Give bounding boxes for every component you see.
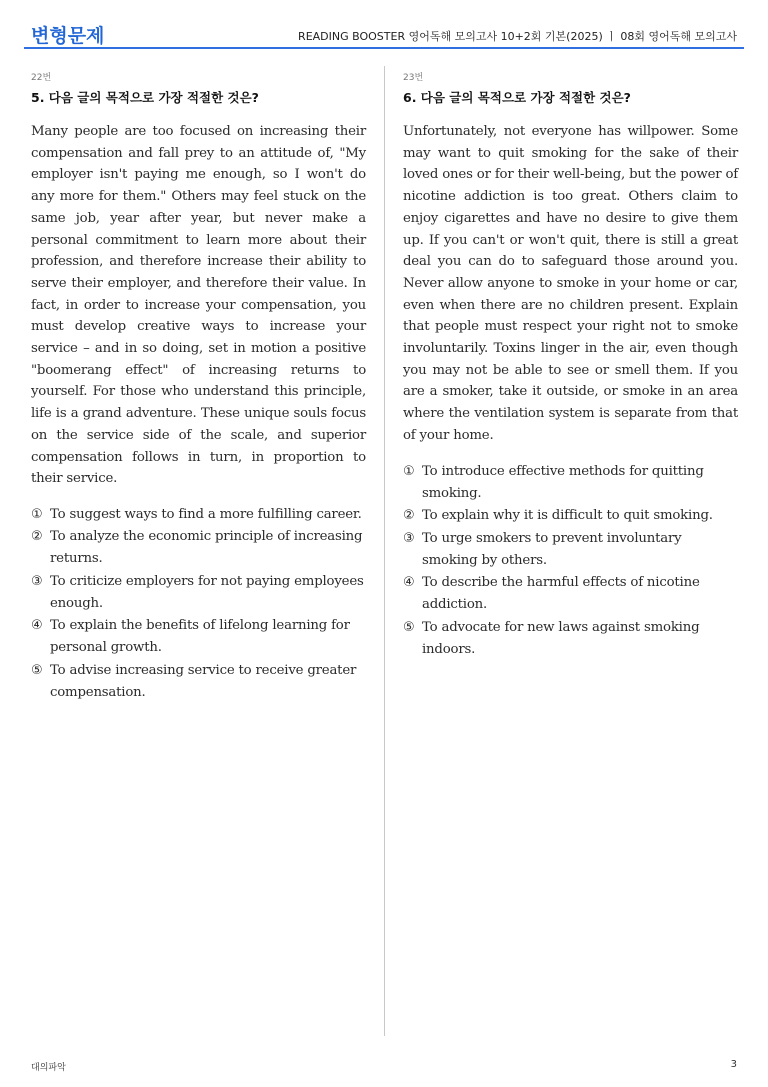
choice-number: ⑤ [31,662,43,678]
choice-text: To explain the benefits of lifelong learning for personal growth. [50,618,350,656]
passage: Many people are too focused on increasing their compensation and fall prey to an attitude of, "My employer isn't paying me enough, so I won't do any more for them." Others may feel stuck on the same job, year after year, but never make a personal commitment to learn more about their profession, and therefore increase their ability to serve their employer, and therefore their value. In fact, in order to increase your compensation, you must develop creative ways to increase your service – and in so doing, set in motion a positive "boomerang effect" of increasing returns to yourself. For those who understand this principle, life is a grand adventure. These unique souls focus on the service side of the scale, and superior compensation follows in turn, in proportion to their service. [31,124,366,487]
question-source: 23번 [403,73,424,83]
footer-category: 대의파악 [31,1063,66,1073]
choice-number: ① [31,506,43,522]
choice-2[interactable] [403,505,738,527]
question-6 [403,70,738,661]
choice-4[interactable] [403,572,738,616]
choice-list [31,504,366,704]
choice-list [403,461,738,661]
choice-text: To urge smokers to prevent involuntary smoking by others. [422,530,682,568]
choice-number: ④ [403,575,415,591]
choice-number: ③ [403,530,415,546]
choice-number: ① [403,463,415,479]
choice-text: To introduce effective methods for quitting smoking. [422,463,704,501]
choice-number: ⑤ [403,619,415,635]
choice-4[interactable] [31,615,366,659]
choice-text: To suggest ways to find a more fulfilling career. [50,506,362,522]
column-divider [384,66,385,1036]
choice-3[interactable] [403,528,738,572]
section-title: 변형문제 [31,25,105,47]
choice-number: ③ [31,573,43,589]
choice-5[interactable] [31,660,366,704]
question-source: 22번 [31,73,52,83]
choice-1[interactable] [31,504,366,526]
choice-number: ④ [31,618,43,634]
choice-text: To advocate for new laws against smoking indoors. [422,619,700,657]
book-title: READING BOOSTER 영어독해 모의고사 10+2회 기본(2025) ㅣ 08회 영어독해 모의고사 [298,30,737,43]
question-title: 5. 다음 글의 목적으로 가장 적절한 것은? [31,90,259,105]
page-number: 3 [730,1059,737,1070]
question-5 [31,70,366,704]
choice-text: To analyze the economic principle of increasing returns. [50,529,363,567]
question-title: 6. 다음 글의 목적으로 가장 적절한 것은? [403,90,631,105]
choice-5[interactable] [403,617,738,661]
page-header [0,0,768,50]
choice-1[interactable] [403,461,738,505]
choice-text: To advise increasing service to receive greater compensation. [50,662,357,700]
choice-number: ② [31,529,43,545]
choice-number: ② [403,508,415,524]
choice-2[interactable] [31,526,366,570]
choice-3[interactable] [31,571,366,615]
passage: Unfortunately, not everyone has willpower. Some may want to quit smoking for the sake of their loved ones or for their well-being, but the power of nicotine addiction is too great. Others claim to enjoy cigarettes and have no desire to give them up. If you can't or won't quit, there is still a great deal you can do to safeguard those around you. Never allow anyone to smoke in your home or car, even when there are no children present. Explain that people must respect your right not to smoke involuntarily. Toxins linger in the air, even though you may not be able to see or smell them. If you are a smoker, take it outside, or smoke in an area where the ventilation system is separate from that of your home. [403,124,738,443]
header-rule [24,47,744,49]
choice-text: To criticize employers for not paying employees enough. [50,573,364,611]
choice-text: To explain why it is difficult to quit smoking. [422,508,713,524]
choice-text: To describe the harmful effects of nicotine addiction. [422,575,700,613]
